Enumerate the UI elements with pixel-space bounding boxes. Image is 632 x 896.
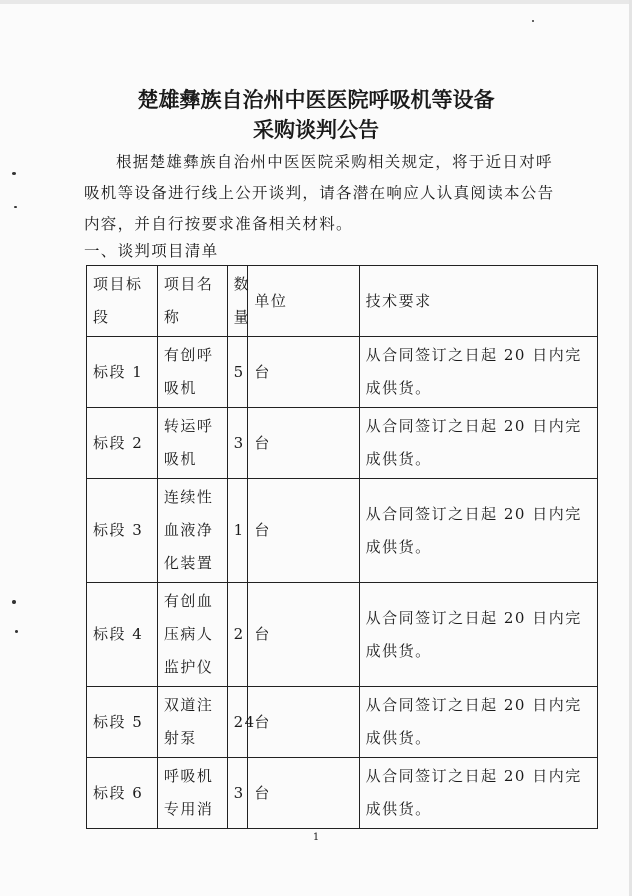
cell-qty: 3 xyxy=(227,758,248,829)
cell-unit: 台 xyxy=(248,758,359,829)
cell-tech: 从合同签订之日起 20 日内完成供货。 xyxy=(359,479,597,583)
cell-unit: 台 xyxy=(248,687,359,758)
cell-name: 连续性血液净化装置 xyxy=(157,479,227,583)
scan-speck xyxy=(12,172,16,175)
section-heading: 一、谈判项目清单 xyxy=(84,242,219,260)
cell-qty: 24 xyxy=(227,687,248,758)
cell-tech: 从合同签订之日起 20 日内完成供货。 xyxy=(359,758,597,829)
cell-qty: 2 xyxy=(227,583,248,687)
document-title-line2: 采购谈判公告 xyxy=(253,117,379,142)
cell-segment: 标段 1 xyxy=(87,337,158,408)
table-row xyxy=(87,583,598,687)
header-tech: 技术要求 xyxy=(359,266,597,337)
cell-segment: 标段 6 xyxy=(87,758,158,829)
cell-unit: 台 xyxy=(248,408,359,479)
cell-unit: 台 xyxy=(248,337,359,408)
cell-segment: 标段 4 xyxy=(87,583,158,687)
cell-name: 有创血压病人监护仪 xyxy=(157,583,227,687)
table-header-row xyxy=(87,266,598,337)
cell-tech: 从合同签订之日起 20 日内完成供货。 xyxy=(359,337,597,408)
scan-speck xyxy=(532,20,534,22)
cell-name: 有创呼吸机 xyxy=(157,337,227,408)
scan-speck xyxy=(14,206,17,208)
header-segment: 项目标段 xyxy=(87,266,158,337)
header-name: 项目名称 xyxy=(157,266,227,337)
header-unit: 单位 xyxy=(248,266,359,337)
page-number: 1 xyxy=(312,832,320,843)
cell-tech: 从合同签订之日起 20 日内完成供货。 xyxy=(359,408,597,479)
cell-qty: 5 xyxy=(227,337,248,408)
cell-unit: 台 xyxy=(248,479,359,583)
scan-speck xyxy=(15,630,18,633)
table-row xyxy=(87,408,598,479)
document-title-line1: 楚雄彝族自治州中医医院呼吸机等设备 xyxy=(137,87,495,112)
cell-name: 双道注射泵 xyxy=(157,687,227,758)
table-row xyxy=(87,687,598,758)
cell-tech: 从合同签订之日起 20 日内完成供货。 xyxy=(359,583,597,687)
cell-qty: 3 xyxy=(227,408,248,479)
cell-name: 呼吸机专用消 xyxy=(157,758,227,829)
page-top-edge xyxy=(0,0,632,4)
cell-name: 转运呼吸机 xyxy=(157,408,227,479)
cell-segment: 标段 3 xyxy=(87,479,158,583)
cell-qty: 1 xyxy=(227,479,248,583)
cell-segment: 标段 2 xyxy=(87,408,158,479)
items-table xyxy=(86,265,598,829)
table-row xyxy=(87,758,598,829)
table-row xyxy=(87,479,598,583)
cell-unit: 台 xyxy=(248,583,359,687)
header-qty: 数量 xyxy=(227,266,248,337)
cell-segment: 标段 5 xyxy=(87,687,158,758)
table-row xyxy=(87,337,598,408)
intro-paragraph: 根据楚雄彝族自治州中医医院采购相关规定，将于近日对呼吸机等设备进行线上公开谈判，请各潜在响应人认真阅读本公告内容，并自行按要求准备相关材料。 xyxy=(84,153,555,233)
cell-tech: 从合同签订之日起 20 日内完成供货。 xyxy=(359,687,597,758)
scan-speck xyxy=(12,600,16,604)
